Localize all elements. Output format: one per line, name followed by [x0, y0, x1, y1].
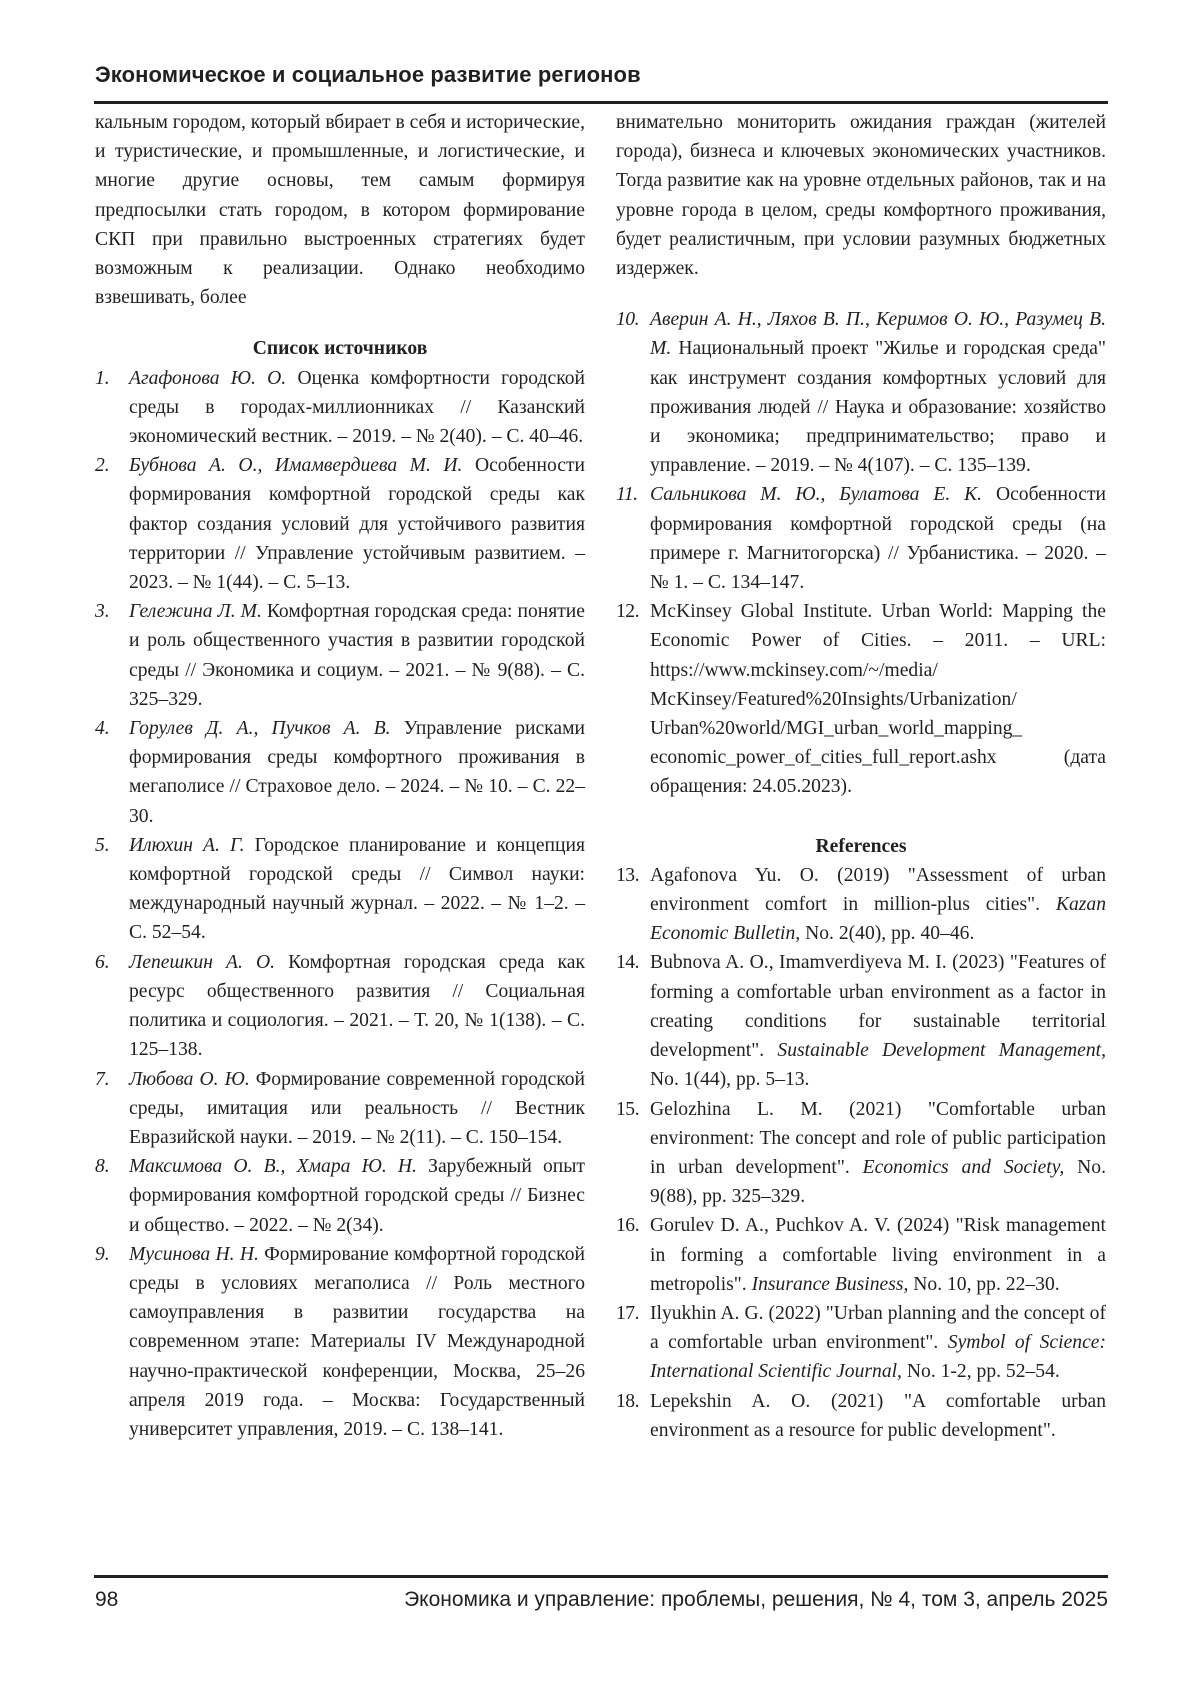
body-paragraph: кальным городом, который вбирает в себя и исторические, и туристические, и промышленные, и логистические, и многие другие основы, тем самым формируя предпосылки стать городом, в котором формирование СКП при правильно выстроенных стратегиях будет возможным к реализации. Однако необходимо взвешивать, более [95, 112, 585, 309]
running-header: Экономическое и социальное развитие регионов [95, 62, 641, 87]
page-number: 98 [95, 1588, 119, 1611]
source-authors: Сальникова М. Ю., Булатова Е. К. [650, 484, 983, 506]
source-text: McKinsey Global Institute. Urban World: Mapping the Economic Power of Cities. – 2011. – URL: https://www.mckinsey.com/~/media/ McKinsey/Featured%20Insights/Urbanization/ Urban%20world/MGI_urban_world_mapping_ economic_power_of_cities_full_report.ashx (дата обращения: 24.05.2023). [650, 601, 1106, 798]
sources-list-right [616, 305, 1106, 801]
source-authors: Агафонова Ю. О. [129, 367, 287, 389]
source-item: 5. Илюхин А. Г. Городское планирование и концепция комфортной городской среды // Символ науки: международный научный журнал. – 2022. – № 1–2. – С. 52–54. [95, 834, 585, 944]
source-item: 8. Максимова О. В., Хмара Ю. Н. Зарубежный опыт формирования комфортной городской среды // Бизнес и общество. – 2022. – № 2(34). [95, 1156, 585, 1236]
source-item: 12. McKinsey Global Institute. Urban World: Mapping the Economic Power of Cities. – 2011. – URL: https://www.mckinsey.com/~/media/ McKinsey/Featured%20Insights/Urbanization/ Urban%20world/MGI_urban_world_mapping_ economic_power_of_cities_full_report.ashx (дата обращения: 24.05.2023). [616, 601, 1106, 798]
source-item: 1. Агафонова Ю. О. Оценка комфортности городской среды в городах-миллионниках // Казанский экономический вестник. – 2019. – № 2(40). – С. 40–46. [95, 367, 585, 448]
reference-item: 13. Agafonova Yu. O. (2019) "Assessment of urban environment comfort in million-plus cities". Kazan Economic Bulletin, No. 2(40), pp. 40–46. [616, 864, 1106, 945]
source-authors: Илюхин А. Г. [129, 834, 245, 856]
source-item: 7. Любова О. Ю. Формирование современной городской среды, имитация или реальность // Вестник Евразийской науки. – 2019. – № 2(11). – С. 150–154. [95, 1068, 585, 1148]
journal-citation: Экономика и управление: проблемы, решения, № 4, том 3, апрель 2025 [404, 1588, 1108, 1611]
references-list [616, 861, 1106, 1445]
source-authors: Любова О. Ю. [129, 1068, 250, 1090]
source-item: 6. Лепешкин А. О. Комфортная городская среда как ресурс общественного развития // Социальная политика и социология. – 2021. – Т. 20, № 1(138). – С. 125–138. [95, 951, 585, 1061]
reference-item: 16. Gorulev D. A., Puchkov A. V. (2024) "Risk management in forming a comfortable living environment in a metropolis". Insurance Business, No. 10, pp. 22–30. [616, 1215, 1106, 1295]
source-item: 4. Горулев Д. А., Пучков А. В. Управление рисками формирования среды комфортного проживания в мегаполисе // Страховое дело. – 2024. – № 10. – С. 22–30. [95, 718, 585, 827]
source-authors: Мусинова Н. Н. [129, 1243, 259, 1265]
body-paragraph: внимательно мониторить ожидания граждан (жителей города), бизнеса и ключевых экономических участников. Тогда развитие как на уровне отдельных районов, так и на уровне города в целом, среды комфортного проживания, будет реалистичным, при условии разумных бюджетных издержек. [616, 112, 1106, 280]
footer-rule [94, 1575, 1108, 1578]
source-item: 10. Аверин А. Н., Ляхов В. П., Керимов О. Ю., Разумец В. М. Национальный проект "Жилье и городская среда" как инструмент создания комфортных условий для проживания людей // Наука и образование: хозяйство и экономика; предпринимательство; право и управление. – 2019. – № 4(107). – С. 135–139. [616, 309, 1106, 477]
reference-journal: Insurance Business, [751, 1273, 909, 1295]
source-authors: Гележина Л. М. [129, 601, 262, 623]
source-item: 9. Мусинова Н. Н. Формирование комфортной городской среды в условиях мегаполиса // Роль местного самоуправления в развитии государства на современном этапе: Материалы IV Международной научно-практической конференции, Москва, 25–26 апреля 2019 года. – Москва: Государственный университет управления, 2019. – С. 138–141. [95, 1243, 585, 1440]
right-column [616, 108, 1106, 1445]
source-authors: Лепешкин А. О. [129, 951, 275, 973]
reference-journal: Economics and Society, [862, 1156, 1065, 1178]
reference-journal: Kazan Economic Bulletin, [650, 894, 1106, 945]
source-authors: Бубнова А. О., Имамвердиева М. И. [129, 455, 463, 477]
sources-heading: Список источников [252, 338, 428, 360]
source-authors: Максимова О. В., Хмара Ю. Н. [129, 1156, 417, 1178]
source-authors: Аверин А. Н., Ляхов В. П., Керимов О. Ю., Разумец В. М. [650, 309, 1106, 360]
source-item: 2. Бубнова А. О., Имамвердиева М. И. Особенности формирования комфортной городской среды как фактор создания условий для устойчивого развития территории // Управление устойчивым развитием. – 2023. – № 1(44). – С. 5–13. [95, 455, 585, 594]
reference-item: 14. Bubnova A. O., Imamverdiyeva M. I. (2023) "Features of forming a comfortable urban environment as a factor in creating conditions for sustainable territorial development". Sustainable Development Management, No. 1(44), pp. 5–13. [616, 952, 1106, 1091]
header-rule [94, 101, 1108, 104]
left-column [95, 108, 585, 1444]
reference-item: 17. Ilyukhin A. G. (2022) "Urban planning and the concept of a comfortable urban environment". Symbol of Science: International Scientific Journal, No. 1-2, pp. 52–54. [616, 1302, 1106, 1383]
reference-journal: Sustainable Development Management, [777, 1040, 1106, 1062]
source-item: 3. Гележина Л. М. Комфортная городская среда: понятие и роль общественного участия в развитии городской среды // Экономика и социум. – 2021. – № 9(88). – С. 325–329. [95, 601, 585, 710]
reference-item: 15. Gelozhina L. M. (2021) "Comfortable urban environment: The concept and role of public participation in urban development". Economics and Society, No. 9(88), pp. 325–329. [616, 1098, 1106, 1208]
sources-list-left [95, 364, 585, 1445]
references-heading: References [815, 835, 907, 857]
reference-item: 18. Lepekshin A. O. (2021) "A comfortable urban environment as a resource for public development". [616, 1390, 1106, 1441]
source-item: 11. Сальникова М. Ю., Булатова Е. К. Особенности формирования комфортной городской среды (на примере г. Магнитогорска) // Урбанистика. – 2020. – № 1. – С. 134–147. [616, 484, 1106, 594]
source-authors: Горулев Д. А., Пучков А. В. [129, 718, 391, 740]
reference-journal: Symbol of Science: International Scientific Journal, [650, 1332, 1106, 1383]
